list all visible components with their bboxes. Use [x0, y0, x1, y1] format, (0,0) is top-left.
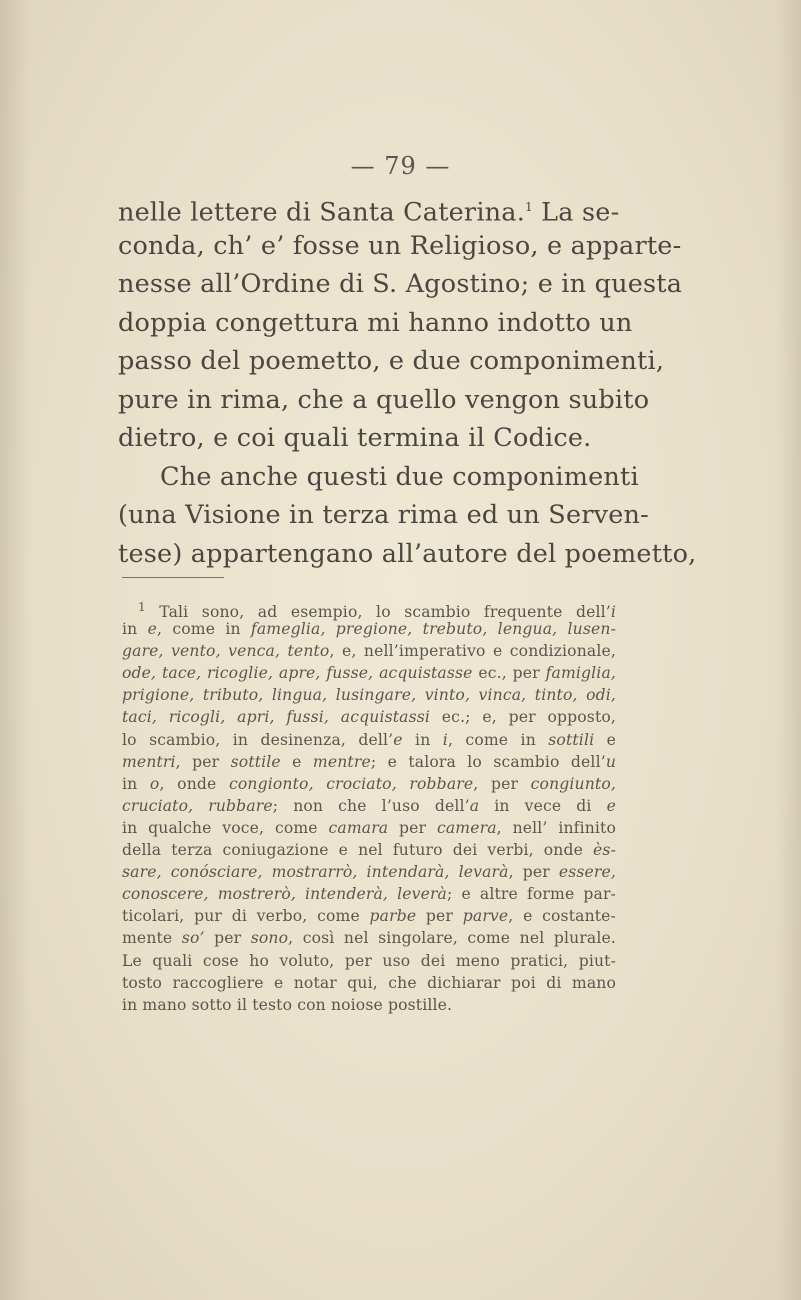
footnote-line-17: Le quali cose ho voluto, per uso dei meno pratici, piut- — [122, 951, 616, 970]
footnote-line-15: ticolari, pur di verbo, come parbe per parve, e costante- — [122, 907, 616, 926]
footnote-line-14: conoscere, mostrerò, intenderà, leverà; e altre forme par- — [122, 885, 616, 904]
footnote-marker: 1 — [138, 600, 146, 614]
footnote-line-2: in e, come in fameglia, pregione, trebuto, lengua, lusen- — [122, 620, 616, 639]
footnote-line-1: $^1$ Tali sono, ad esempio, lo scambio frequente dell’i — [138, 600, 616, 622]
footnote-line-18: tosto raccogliere e notar qui, che dichiarar poi di mano — [122, 973, 616, 992]
body-line-4: doppia congettura mi hanno indotto un — [118, 307, 633, 338]
body-line-1: nelle lettere di Santa Caterina.$^1$ La se- — [118, 197, 620, 228]
body-line-3: nesse all’Ordine di S. Agostino; e in questa — [118, 269, 683, 299]
footnote-line-12: della terza coniugazione e nel futuro dei verbi, onde ès- — [122, 841, 616, 860]
footnote-line-11: in qualche voce, come camara per camera, nell’ infinito — [122, 818, 616, 837]
page-edge-shadow-left — [0, 0, 30, 1300]
footnote-separator — [122, 577, 224, 578]
footnote-line-10: cruciato, rubbare; non che l’uso dell’a in vece di e — [122, 796, 616, 815]
footnote-line-13: sare, conósciare, mostrarrò, intendarà, levarà, per essere, — [122, 863, 616, 882]
page-number: — 79 — — [350, 152, 451, 180]
body-line-5: passo del poemetto, e due componimenti, — [118, 346, 665, 376]
footnote-line-16: mente so’ per sono, così nel singolare, come nel plurale. — [122, 929, 616, 948]
main-text — [118, 188, 697, 573]
body-line-10: tese) appartengano all’autore del poemetto, — [118, 538, 697, 569]
body-line-6: pure in rima, che a quello vengon subito — [118, 384, 650, 415]
footnote-line-4: ode, tace, ricoglie, apre, fusse, acquistasse ec., per famiglia, — [122, 664, 616, 683]
footnote-line-5: prigione, tributo, lingua, lusingare, vinto, vinca, tinto, odi, — [122, 686, 616, 705]
body-line-2: conda, ch’ e’ fosse un Religioso, e apparte- — [118, 230, 682, 261]
body-line-8: Che anche questi due componimenti — [160, 461, 639, 492]
footnote-line-3: gare, vento, venca, tento, e, nell’imperativo e condizionale, — [122, 642, 616, 661]
footnote-line-6: taci, ricogli, apri, fussi, acquistassi ec.; e, per opposto, — [122, 708, 617, 727]
footnote-line-8: mentri, per sottile e mentre; e talora lo scambio dell’u — [122, 752, 617, 771]
footnote-reference: 1 — [525, 200, 533, 214]
footnote-line-7: lo scambio, in desinenza, dell’e in i, come in sottili e — [122, 730, 616, 749]
footnote — [122, 596, 616, 1016]
body-line-7: dietro, e coi quali termina il Codice. — [118, 423, 592, 453]
footnote-line-19: in mano sotto il testo con noiose postille. — [122, 995, 453, 1014]
footnote-line-9: in o, onde congionto, crociato, robbare, per congiunto, — [122, 774, 616, 793]
page-edge-shadow-right — [777, 0, 801, 1300]
body-line-9: (una Visione in terza rima ed un Serven- — [118, 500, 649, 530]
